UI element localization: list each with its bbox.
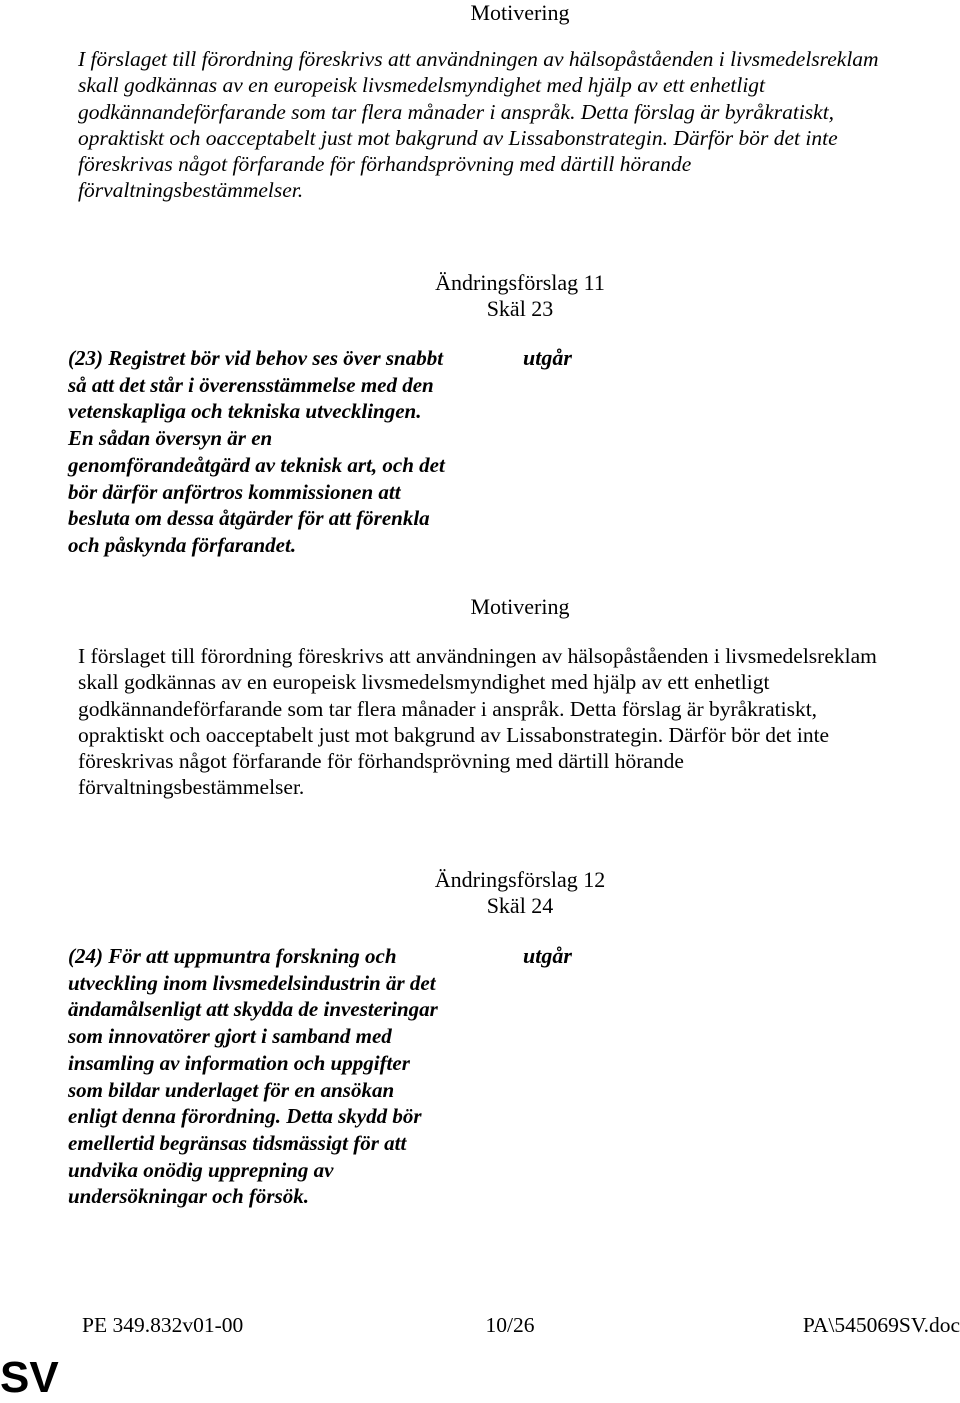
amendment-line: enligt denna förordning. Detta skydd bör xyxy=(68,1104,422,1129)
amendment-line: och påskynda förfarandet. xyxy=(68,532,297,557)
footer-file-name: PA\545069SV.doc xyxy=(802,1313,960,1337)
amendment-text-11 xyxy=(68,345,508,559)
amendment-line: (23) Registret bör vid behov ses över snabbt xyxy=(68,346,444,370)
paragraph-line: I förslaget till förordning föreskrivs att användningen av hälsopåståenden i livsmedelsreklam xyxy=(78,644,877,668)
amendment-line: bör därför anförtros kommissionen att xyxy=(68,479,401,504)
footer-doc-ref: PE 349.832v01-00 xyxy=(82,1313,244,1337)
motivation-heading-1: Motivering xyxy=(470,0,570,25)
amendment-text-12 xyxy=(68,943,508,1210)
amendment-line: undersökningar och försök. xyxy=(68,1184,309,1209)
paragraph-line: förvaltningsbestämmelser. xyxy=(78,775,305,800)
amendment-deleted-11: utgår xyxy=(523,345,572,370)
amendment-line: undvika onödig upprepning av xyxy=(68,1157,334,1182)
paragraph-line: godkännandeförfarande som tar flera månader i anspråk. Detta förslag är byråkratiskt, xyxy=(78,696,818,721)
amendment-line: ändamålsenligt att skydda de investeringar xyxy=(68,997,438,1022)
paragraph-line: I förslaget till förordning föreskrivs att användningen av hälsopåståenden i livsmedelsreklam xyxy=(78,47,879,71)
amendment-line: vetenskapliga och tekniska utvecklingen. xyxy=(68,399,422,424)
motivation-paragraph-1 xyxy=(78,46,958,204)
amendment-line: emellertid begränsas tidsmässigt för att xyxy=(68,1130,407,1155)
amendment-title-11: Ändringsförslag 11 xyxy=(435,270,605,295)
amendment-line: genomförandeåtgärd av teknisk art, och det xyxy=(68,452,445,477)
paragraph-line: föreskrivas något förfarande för förhandsprövning med därtill hörande xyxy=(78,152,692,177)
footer-page-number: 10/26 xyxy=(485,1313,535,1337)
language-code: SV xyxy=(0,1353,59,1402)
paragraph-line: förvaltningsbestämmelser. xyxy=(78,178,304,203)
amendment-subtitle-12: Skäl 24 xyxy=(486,893,554,918)
paragraph-line: opraktiskt och oacceptabelt just mot bakgrund av Lissabonstrategin. Därför bör det inte xyxy=(78,125,838,150)
paragraph-line: skall godkännas av en europeisk livsmedelsmyndighet med hjälp av ett enhetligt xyxy=(78,670,770,695)
amendment-line: så att det står i överensstämmelse med den xyxy=(68,372,434,397)
amendment-line: (24) För att uppmuntra forskning och xyxy=(68,944,397,968)
amendment-line: En sådan översyn är en xyxy=(68,426,273,451)
amendment-title-12: Ändringsförslag 12 xyxy=(434,867,606,892)
paragraph-line: godkännandeförfarande som tar flera månader i anspråk. Detta förslag är byråkratiskt, xyxy=(78,99,835,124)
paragraph-line: skall godkännas av en europeisk livsmedelsmyndighet med hjälp av ett enhetligt xyxy=(78,73,766,98)
amendment-subtitle-11: Skäl 23 xyxy=(486,296,554,321)
motivation-heading-2: Motivering xyxy=(470,594,570,619)
amendment-line: som bildar underlaget för en ansökan xyxy=(68,1077,395,1102)
amendment-deleted-12: utgår xyxy=(523,943,572,968)
paragraph-line: opraktiskt och oacceptabelt just mot bakgrund av Lissabonstrategin. Därför bör det inte xyxy=(78,722,830,747)
motivation-paragraph-2 xyxy=(78,643,958,801)
paragraph-line: föreskrivas något förfarande för förhandsprövning med därtill hörande xyxy=(78,749,684,774)
amendment-line: som innovatörer gjort i samband med xyxy=(68,1024,392,1049)
amendment-line: utveckling inom livsmedelsindustrin är det xyxy=(68,970,436,995)
amendment-line: insamling av information och uppgifter xyxy=(68,1050,410,1075)
amendment-line: besluta om dessa åtgärder för att förenkla xyxy=(68,506,430,531)
